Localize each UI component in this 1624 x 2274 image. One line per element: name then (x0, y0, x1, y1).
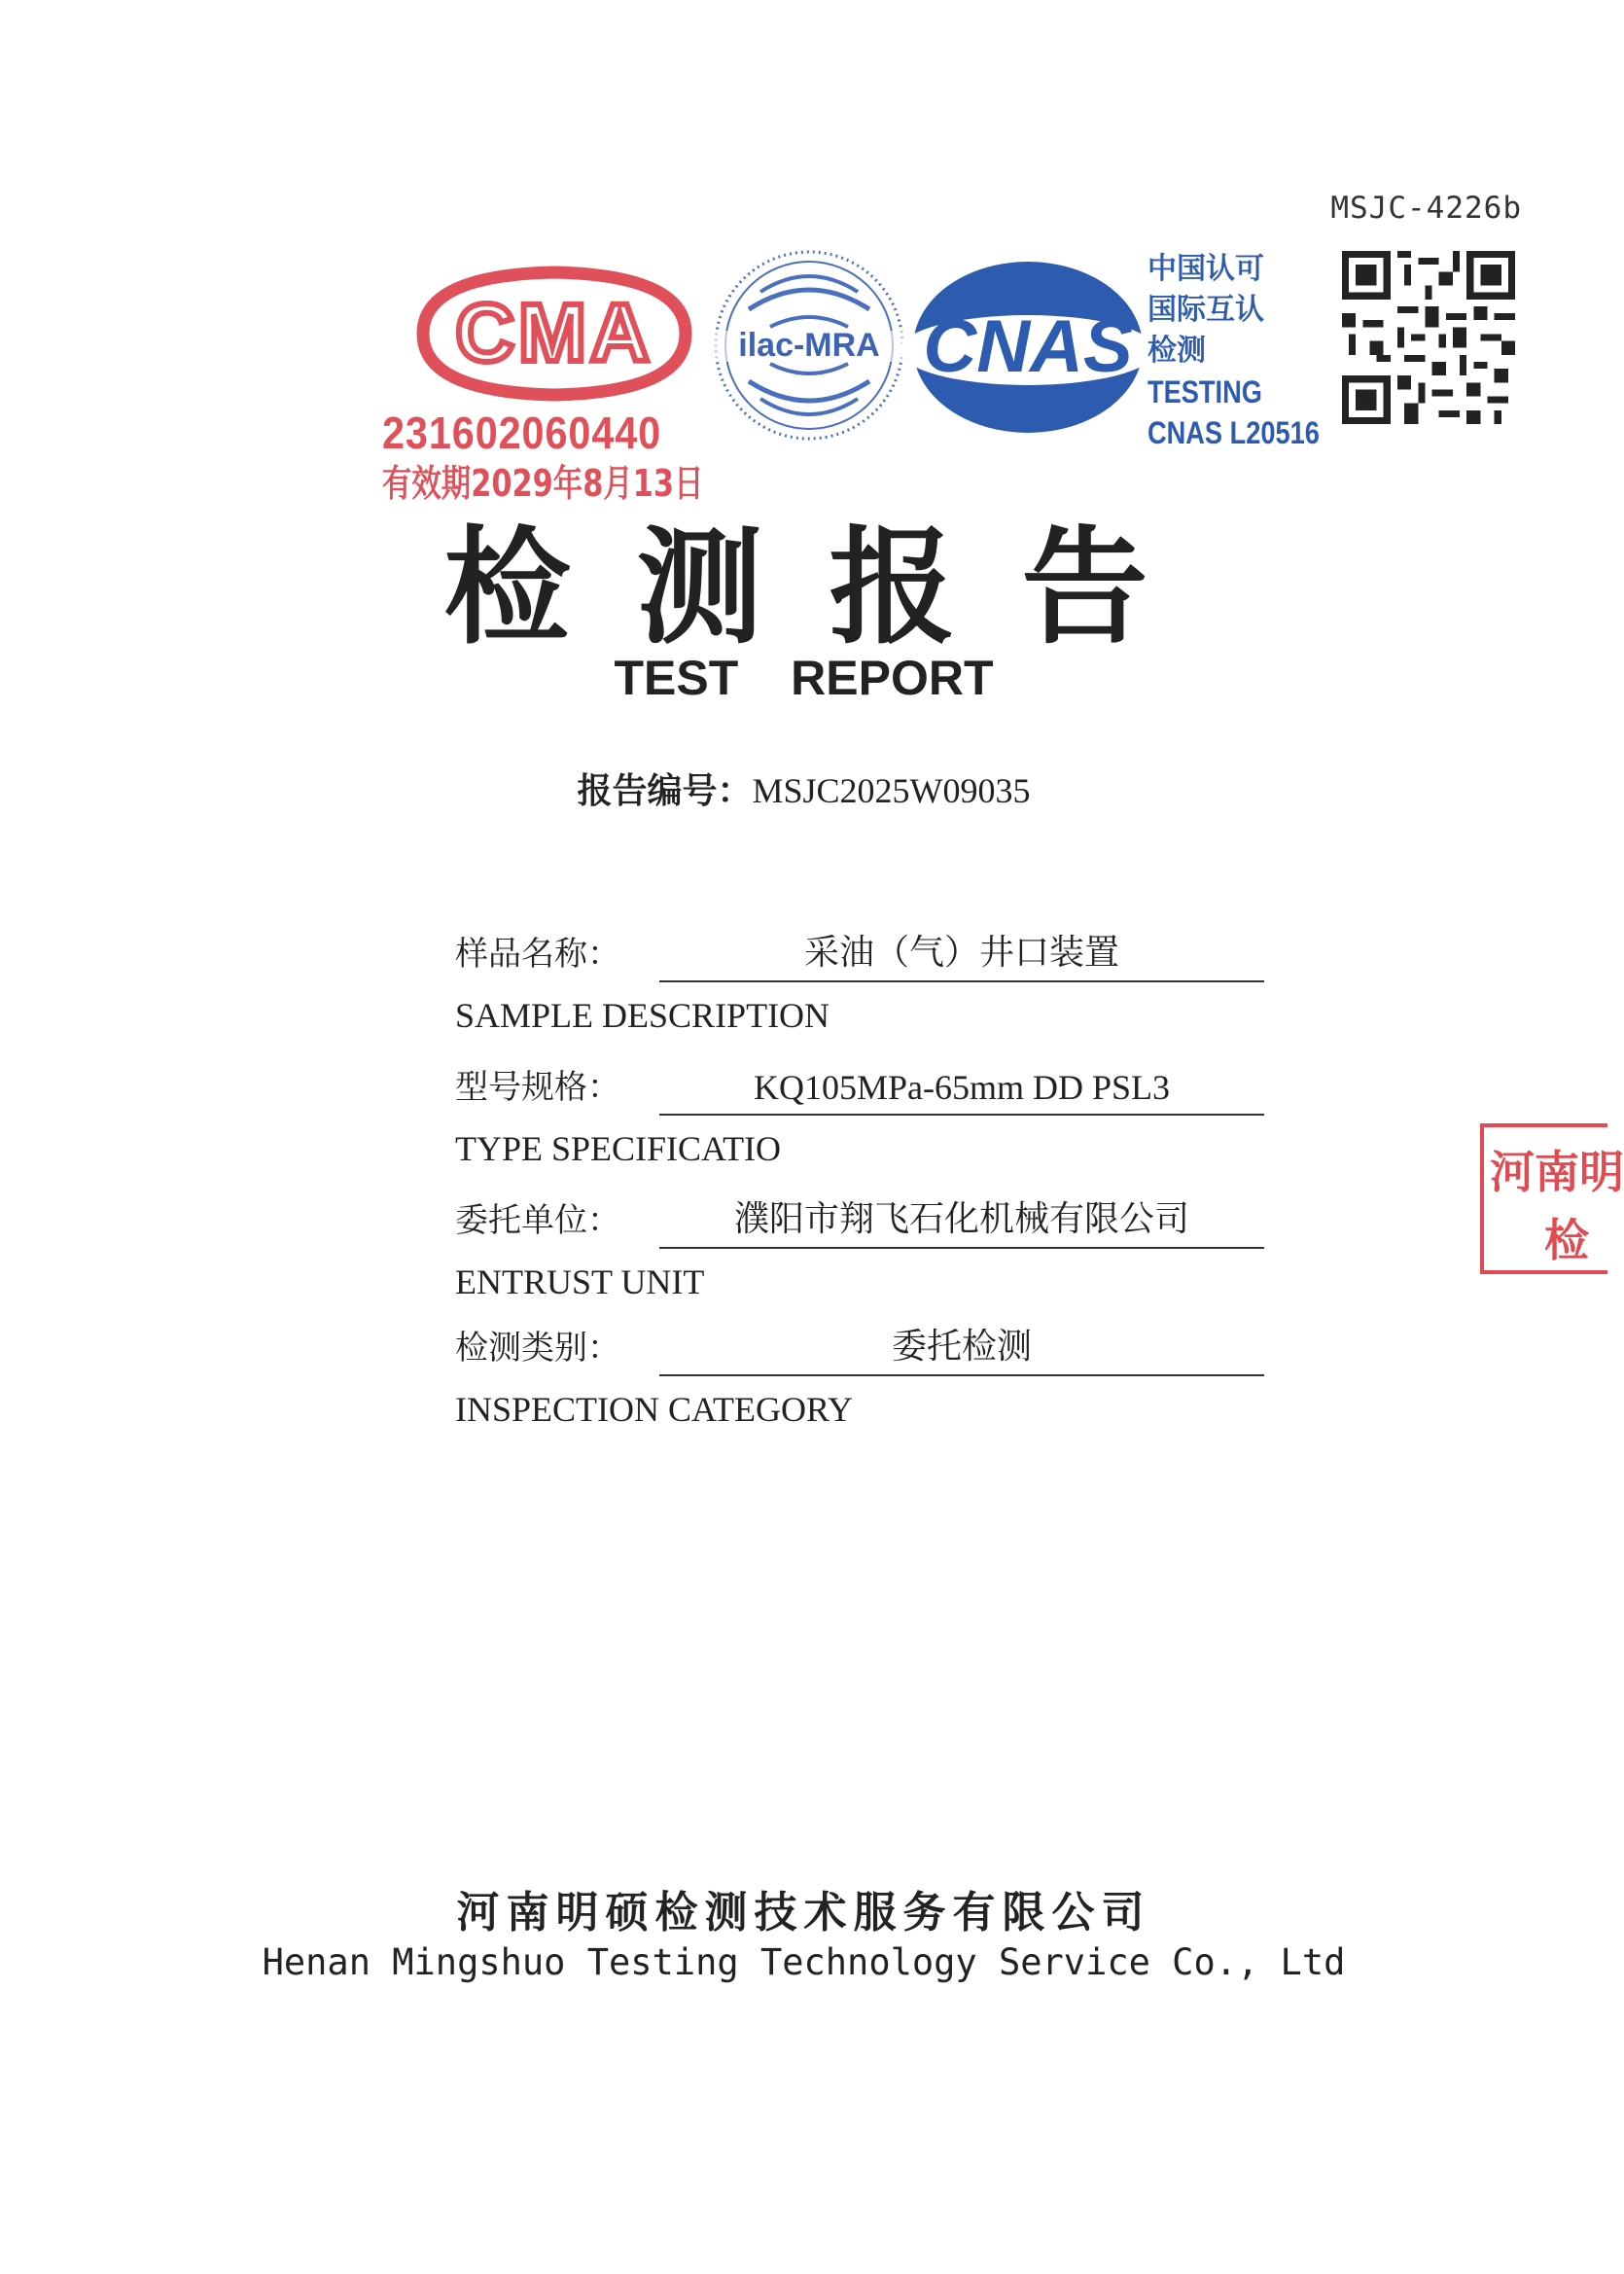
stamp-line2: 检 (1544, 1214, 1589, 1266)
cnas-line5: CNAS L20516 (1147, 415, 1320, 450)
field-underline (659, 980, 1264, 982)
field-type-spec-en: TYPE SPECIFICATIO (455, 1129, 782, 1168)
ilac-text: ilac-MRA (738, 327, 880, 364)
field-sample-name-en: SAMPLE DESCRIPTION (455, 996, 830, 1035)
field-value: KQ105MPa-65mm DD PSL3 (753, 1068, 1171, 1107)
cnas-line2: 国际互认 (1147, 293, 1264, 327)
field-label: 型号规格： (455, 1068, 620, 1107)
field-inspection-category (455, 1308, 1272, 1376)
cnas-line4: TESTING (1147, 374, 1262, 409)
field-label: 委托单位： (455, 1201, 620, 1240)
field-value: 委托检测 (891, 1327, 1032, 1366)
field-value: 濮阳市翔飞石化机械有限公司 (733, 1199, 1189, 1238)
company-name-english: Henan Mingshuo Testing Technology Service Co., Ltd (262, 1941, 1346, 1983)
cnas-caption (1147, 249, 1320, 453)
stamp-line1: 河南明 (1490, 1146, 1624, 1198)
field-underline (659, 1247, 1264, 1249)
cnas-icon (909, 255, 1157, 440)
report-number (0, 764, 1607, 813)
field-entrust-unit (455, 1181, 1272, 1249)
title-english: TEST REPORT (614, 651, 994, 705)
field-label: 检测类别： (455, 1329, 620, 1368)
document-code: MSJC-4226b (1330, 191, 1522, 226)
company-seal-stamp (1480, 1123, 1624, 1274)
cnas-logo (909, 255, 1157, 440)
company-name-chinese: 河南明硕检测技术服务有限公司 (456, 1888, 1151, 1937)
cma-seal (382, 261, 705, 505)
field-label: 样品名称： (455, 935, 620, 974)
ilac-mra-icon (710, 241, 909, 450)
field-underline (659, 1114, 1264, 1116)
svg-text:CMA: CMA (455, 287, 653, 378)
title-chinese: 检测报告 (443, 513, 1215, 661)
cnas-text: CNAS (923, 305, 1133, 388)
ilac-mra-logo (710, 241, 909, 450)
report-number-value: MSJC2025W09035 (752, 771, 1031, 810)
cnas-line3: 检测 (1147, 334, 1206, 368)
field-underline (659, 1374, 1264, 1376)
field-value: 采油（气）井口装置 (803, 933, 1119, 972)
report-number-label: 报告编号： (577, 771, 753, 811)
cma-cert-number: 231602060440 (382, 408, 662, 458)
field-sample-name (455, 914, 1272, 982)
qr-code-icon (1342, 251, 1515, 424)
field-inspection-category-en: INSPECTION CATEGORY (455, 1390, 854, 1429)
cnas-line1: 中国认可 (1147, 252, 1264, 286)
field-type-spec (455, 1048, 1272, 1116)
cma-logo-icon (404, 261, 705, 407)
cma-validity: 有效期2029年8月13日 (382, 462, 704, 505)
field-entrust-unit-en: ENTRUST UNIT (455, 1262, 705, 1301)
